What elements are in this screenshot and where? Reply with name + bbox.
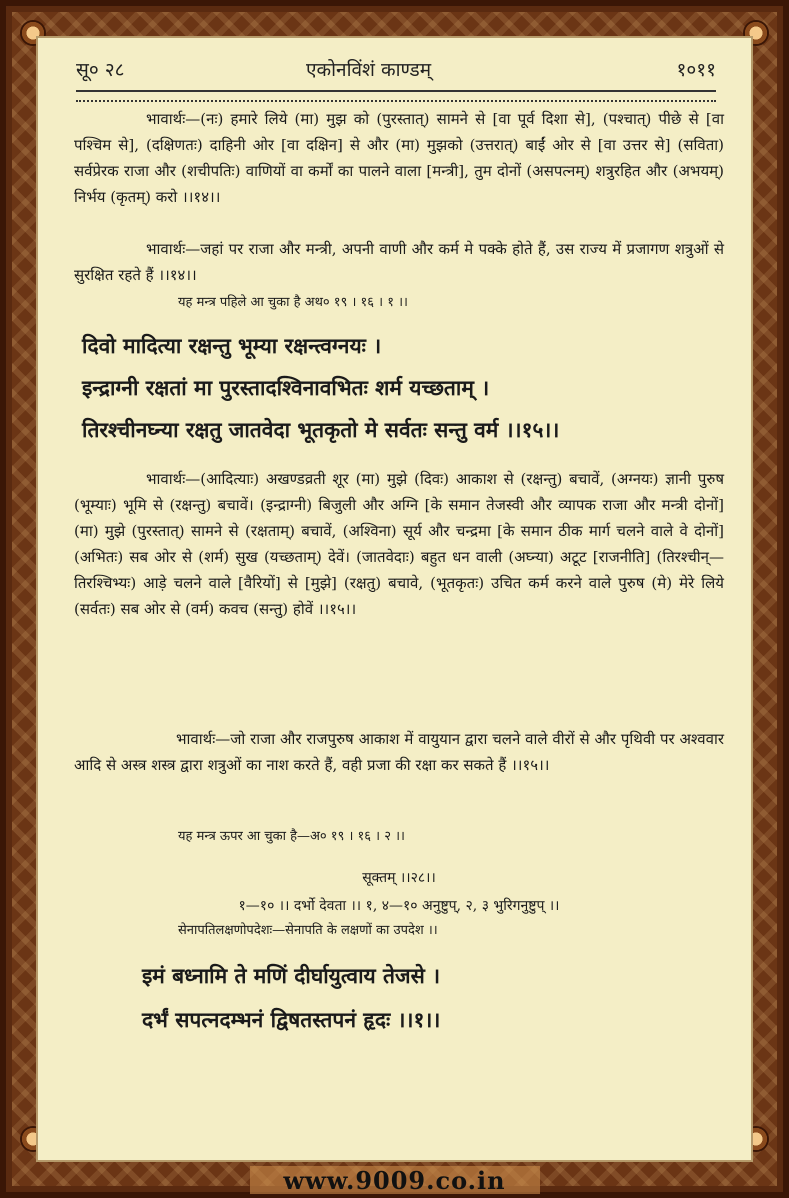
para-2 [74,236,724,288]
reference-note: यह मन्त्र पहिले आ चुका है अथ० १९ । १६ । १ ।। [178,295,408,310]
para-text: जहां पर राजा और मन्त्री, अपनी वाणी और कर्म मे पक्के होते हैं, उस राज्य में प्रजागण शत्रुओं से सुरक्षित रहते हैं ।।१४।। [74,240,724,284]
sukta-heading: सूक्तम् ।।२८।। [362,870,436,886]
mantra-line: तिरश्चीनघ्न्या रक्षतु जातवेदा भूतकृतो मे सर्वतः सन्तु वर्म ।।१५।। [82,417,560,442]
para-text: (आदित्याः) अखण्डव्रती शूर (मा) मुझे (दिवः) आकाश से (रक्षन्तु) बचावें, (अग्नयः) ज्ञानी पुरुष (भूम्याः) भूमि से (रक्षन्तु) बचावें। (इन्द्राग्नी) बिजुली और अग्नि [के समान तेजस्वी और व्यापक राजा और मन्त्री दोनों] (मा) मुझे (पुरस्तात्) सामने से (रक्षताम्) बचावें, (अश्विना) सूर्य और चन्द्रमा [के समान ठीक मार्ग चलने वाले वे दोनों] (अभितः) सब ओर से (शर्म) सुख (यच्छताम्) देवें। (जातवेदाः) बहुत धन वाली (अघ्न्या) अटूट [राजनीति] (तिरश्चीन्—तिरश्चिभ्यः) आड़े चलने वाले [वैरियों] से [मुझे] (रक्षतु) बचावे, (भूतकृतः) उचित कर्म करने वाले पुरुष (मे) मेरे लिये (सर्वतः) सब ओर से (वर्म) कवच (सन्तु) होवें ।।१५।। [74,470,724,618]
mantra-line: दर्भं सपत्नदम्भनं द्विषतस्तपनं हृदः ।।१।। [142,1007,441,1032]
subject-line: सेनापतिलक्षणोपदेशः—सेनापति के लक्षणों का उपदेश ।। [178,923,438,938]
para-3 [74,466,724,622]
mantra-line: इन्द्राग्नी रक्षतां मा पुरस्तादश्विनावभितः शर्म यच्छताम् । [82,375,490,400]
para-text: (नः) हमारे लिये (मा) मुझ को (पुरस्तात्) सामने से [वा पूर्व दिशा से], (पश्चात्) पीछे से [वा पश्चिम से], (दक्षिणतः) दाहिनी ओर [वा दक्षिन] से और (मा) मुझको (उत्तरात्) बाईं ओर से [वा उत्तर से] (सविता) सर्वप्रेरक राजा और (शचीपतिः) वाणियों वा कर्मों का पालने वाला [मन्त्री], तुम दोनों (असपत्नम्) शत्रुरहित और (अभयम्) निर्भय (कृतम्) करो ।।१४।। [74,110,724,206]
mantra-line: दिवो मादित्या रक्षन्तु भूम्या रक्षन्त्वग्नयः । [82,333,382,358]
kanda-title: एकोनविंशं काण्डम् [306,59,432,81]
page-header [76,56,716,84]
book-page [36,36,753,1162]
para-label: भावार्थः— [176,730,231,748]
para-4 [74,726,724,778]
para-text: जो राजा और राजपुरुष आकाश में वायुयान द्वारा चलने वाले वीरों से और पृथिवी पर अश्ववार आदि से अस्त्र शस्त्र द्वारा शत्रुओं का नाश करते हैं, वही प्रजा की रक्षा कर सकते हैं ।।१५।। [74,730,724,774]
sukta-number: सू० २८ [76,59,125,81]
reference-note: यह मन्त्र ऊपर आ चुका है—अ० १९ । १६ । २ ।। [178,829,405,844]
page-number: १०११ [676,59,716,81]
para-1 [74,106,724,210]
header-rule [76,90,716,102]
mantra-line: इमं बध्नामि ते मणिं दीर्घायुत्वाय तेजसे । [142,963,441,988]
website-url[interactable]: www.9009.co.in [283,1166,506,1195]
para-label: भावार्थः— [146,470,201,488]
devata-line: १—१० ।। दर्भो देवता ।। १, ४—१० अनुष्टुप्, २, ३ भुरिगनुष्टुप् ।। [238,898,560,914]
para-label: भावार्थः— [146,240,201,258]
para-label: भावार्थः— [146,110,201,128]
